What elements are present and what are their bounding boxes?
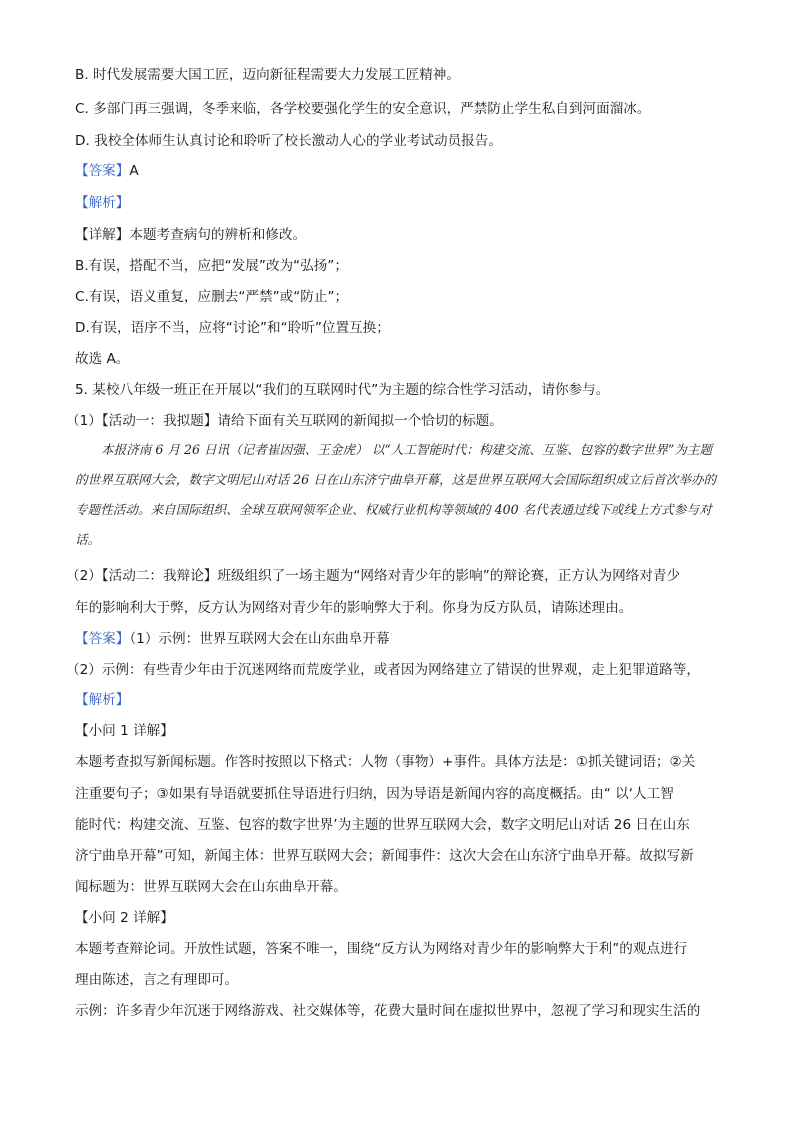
answer-2-line [75,629,390,649]
detail-c-line: C.有误，语义重复，应删去“严禁”或“防止”； [75,289,349,305]
answer-line [75,161,139,181]
answer-2-text: （1）示例：世界互联网大会在山东曲阜开幕 [129,631,390,647]
choose-line: 故选 A。 [75,351,130,367]
detail-text: 本题考查病句的辨析和修改。 [129,227,307,243]
answer-text: A [129,163,139,179]
subquestion-1-line-3: 能时代：构建交流、互鉴、包容的数字世界’为主题的世界互联网大会，数字文明尼山对话 26 日在山东 [75,817,690,833]
detail-tag: 【详解】 [75,227,130,243]
option-c-line: C. 多部门再三强调，冬季来临，各学校要强化学生的安全意识，严禁防止学生私自到河面溜冰。 [75,101,651,117]
subquestion-1-line-2: 注重要句子；③如果有导语就要抓住导语进行归纳，因为导语是新闻内容的高度概括。由“ 以‘人工智 [75,786,674,802]
subquestion-2-line-2: 理由陈述，言之有理即可。 [75,972,239,988]
subquestion-2-heading: 【小问 2 详解】 [75,910,174,926]
subquestion-1-line-4: 济宁曲阜开幕”可知，新闻主体：世界互联网大会；新闻事件：这次大会在山东济宁曲阜开幕。故拟写新 [75,848,694,864]
subquestion-1-line-5: 闻标题为：世界互联网大会在山东曲阜开幕。 [75,879,347,895]
subquestion-1-heading: 【小问 1 详解】 [75,723,174,739]
option-d-line: D. 我校全体师生认真讨论和聆听了校长激动人心的学业考试动员报告。 [75,133,502,149]
subquestion-2-line-1: 本题考查辩论词。开放性试题，答案不唯一，围绕“反方认为网络对青少年的影响弊大于利”的观点进行 [75,941,688,957]
analysis-2-line [75,690,129,710]
question-5-line: 5. 某校八年级一班正在开展以“我们的互联网时代”为主题的综合性学习活动，请你参与。 [75,382,610,398]
subquestion-1-line-1: 本题考查拟写新闻标题。作答时按照以下格式：人物（事物）+事件。具体方法是：①抓关键词语；②关 [75,754,696,770]
analysis-line [75,193,129,213]
answer-2-tag: 【答案】 [75,631,130,647]
answer-tag: 【答案】 [75,163,130,179]
answer-2-sample-line: （2）示例：有些青少年由于沉迷网络而荒废学业，或者因为网络建立了错误的世界观，走上犯罪道路等， [66,662,700,678]
activity-2-line: （2）【活动二：我辩论】班级组织了一场主题为“网络对青少年的影响”的辩论赛，正方认为网络对青少 [66,568,681,584]
activity-2-line-2: 年的影响利大于弊，反方认为网络对青少年的影响弊大于利。你身为反方队员，请陈述理由。 [75,600,633,616]
activity-1-line: （1）【活动一：我拟题】请给下面有关互联网的新闻拟一个恰切的标题。 [66,413,503,429]
detail-line [75,225,306,245]
news-excerpt: 本报济南 6 月 26 日讯（记者崔因强、王金虎） 以“人工智能时代：构建交流、互鉴、包容的数字世界”为主题的世界互联网大会，数字文明尼山对话 26 日在山东济宁曲阜开幕，这是世界互联网大会国际组织成立后首次举办的专题性活动。来自国际组织、全球互联网领军企业、权威行业机构等领域的 400 名代表通过线下或线上方式参与对话。 [75,442,717,547]
analysis-2-tag: 【解析】 [75,692,130,708]
subquestion-2-line-3: 示例：许多青少年沉迷于网络游戏、社交媒体等，花费大量时间在虚拟世界中，忽视了学习和现实生活的 [75,1003,701,1019]
detail-b-line: B.有误，搭配不当，应把“发展”改为“弘扬”； [75,258,348,274]
option-b-line: B. 时代发展需要大国工匠，迈向新征程需要大力发展工匠精神。 [75,67,460,83]
analysis-tag: 【解析】 [75,195,130,211]
detail-d-line: D.有误，语序不当，应将“讨论”和“聆听”位置互换； [75,320,390,336]
